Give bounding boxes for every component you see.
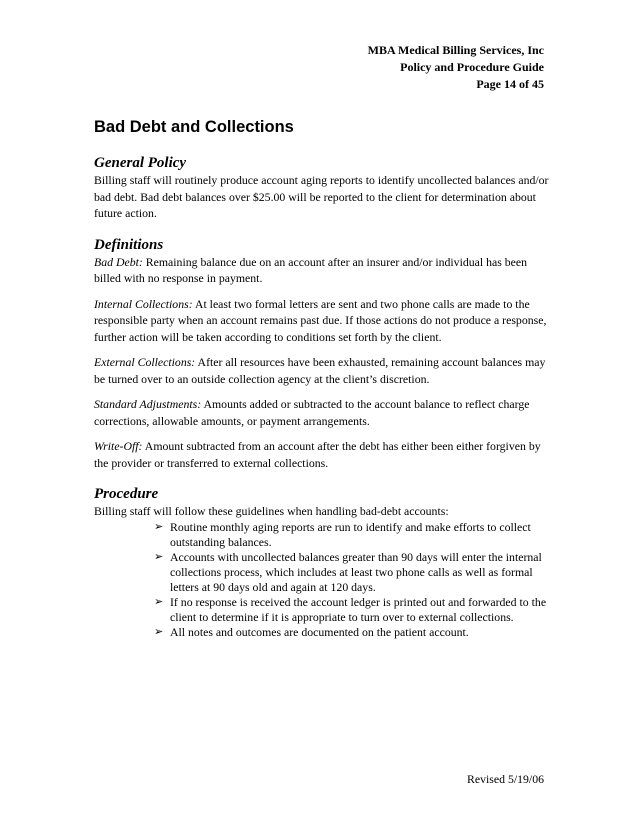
definition-term: Bad Debt:: [94, 254, 143, 269]
definition-text: Amounts added or subtracted to the account balance to reflect charge corrections, allowable amounts, or payment arrangements.: [94, 397, 530, 428]
arrowhead-bullet-icon: ➢: [154, 550, 164, 563]
definition-text: Amount subtracted from an account after the debt has either been either forgiven by the provider or transferred to external collections.: [94, 439, 541, 470]
general-policy-text: Billing staff will routinely produce account aging reports to identify uncollected balances and/or bad debt. Bad debt balances over $25.00 will be reported to the client for determination about future action.: [94, 173, 549, 220]
procedure-intro: Billing staff will follow these guidelines when handling bad-debt accounts:: [94, 504, 449, 518]
definition-term: Write-Off:: [94, 439, 143, 453]
header-page-number: Page 14 of 45: [476, 77, 544, 91]
definition-bad-debt: [94, 254, 554, 287]
page-header: [368, 42, 544, 93]
definitions-heading: Definitions: [94, 236, 164, 253]
definition-term: Standard Adjustments:: [94, 397, 202, 411]
definition-text: Remaining balance due on an account after an insurer and/or individual has been billed with no response in payment.: [94, 254, 528, 285]
list-item-text: If no response is received the account ledger is printed out and forwarded to the client to determine if it is appropriate to turn over to external collections.: [170, 594, 547, 624]
document-body: [94, 154, 554, 640]
list-item-text: Accounts with uncollected balances greater than 90 days will enter the internal collections process, which includes at least two phone calls as well as formal letters at 90 days old and again at 120 days.: [170, 549, 542, 594]
definition-standard-adjustments: [94, 396, 554, 429]
list-item-text: All notes and outcomes are documented on the patient account.: [170, 624, 469, 639]
procedure-heading: Procedure: [94, 486, 159, 502]
arrowhead-bullet-icon: ➢: [154, 625, 164, 638]
definition-text: At least two formal letters are sent and two phone calls are made to the responsible party when an account remains past due. If those actions do not produce a response, further action will be taken according to conditions set forth by the client.: [94, 296, 547, 344]
list-item: [154, 595, 554, 625]
definition-text: After all resources have been exhausted, remaining account balances may be turned over to an outside collection agency at the client’s discretion.: [94, 355, 546, 386]
definition-internal-collections: [94, 296, 554, 346]
list-item-text: Routine monthly aging reports are run to identify and make efforts to collect outstanding balances.: [170, 519, 531, 549]
header-guide-title: Policy and Procedure Guide: [400, 60, 544, 74]
definition-external-collections: [94, 354, 554, 387]
section-title: Bad Debt and Collections: [94, 118, 294, 136]
arrowhead-bullet-icon: ➢: [154, 520, 164, 533]
list-item: [154, 520, 554, 550]
arrowhead-bullet-icon: ➢: [154, 595, 164, 608]
definition-term: Internal Collections:: [94, 296, 193, 311]
list-item: [154, 625, 554, 640]
header-company: MBA Medical Billing Services, Inc: [367, 43, 544, 57]
general-policy-heading: General Policy: [94, 155, 187, 171]
revision-date: Revised 5/19/06: [466, 772, 544, 786]
definition-term: External Collections:: [94, 355, 196, 369]
definition-write-off: [94, 438, 554, 471]
procedure-list: [94, 520, 554, 640]
list-item: [154, 550, 554, 595]
